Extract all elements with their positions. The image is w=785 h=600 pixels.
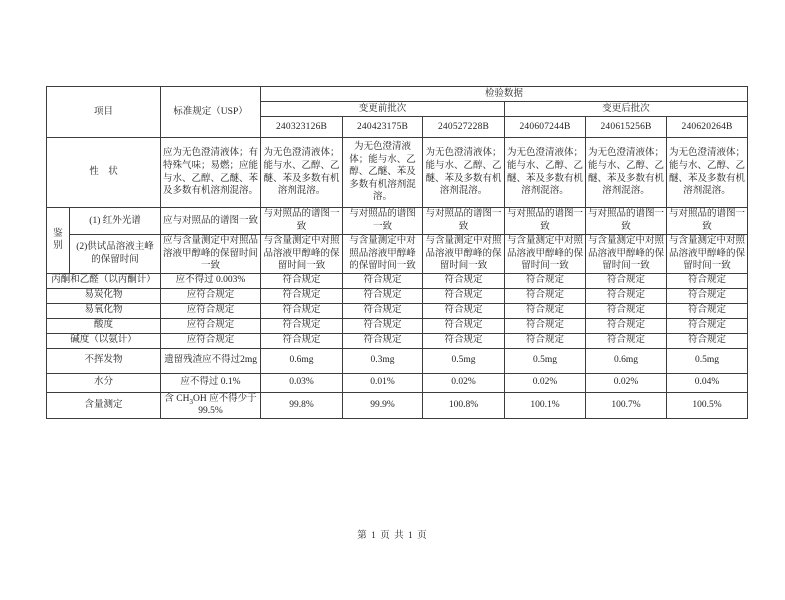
cell-result: 0.02% xyxy=(423,373,505,392)
cell-group-label: 鉴别 xyxy=(47,208,70,274)
table-row xyxy=(47,208,748,235)
cell-result: 为无色澄清液体；能与水、乙醇、乙醚、苯及多数有机溶剂混溶。 xyxy=(667,138,748,208)
table-row xyxy=(47,138,748,208)
column-header-batch: 240607244B xyxy=(505,117,586,138)
cell-result: 符合规定 xyxy=(343,288,423,303)
cell-result: 与含量测定中对照品溶液甲醇峰的保留时间一致 xyxy=(667,235,748,274)
cell-item: 水分 xyxy=(47,373,161,392)
column-header-batch: 240527228B xyxy=(423,117,505,138)
cell-result: 符合规定 xyxy=(423,288,505,303)
cell-result: 符合规定 xyxy=(261,273,343,288)
cell-result: 与含量测定中对照品溶液甲醇峰的保留时间一致 xyxy=(261,235,343,274)
cell-item: 易炭化物 xyxy=(47,288,161,303)
cell-result: 100.5% xyxy=(667,392,748,418)
cell-result: 0.04% xyxy=(667,373,748,392)
cell-result: 0.6mg xyxy=(261,348,343,373)
cell-result: 与对照品的谱图一致 xyxy=(423,208,505,235)
cell-result: 0.01% xyxy=(343,373,423,392)
cell-result: 与对照品的谱图一致 xyxy=(343,208,423,235)
cell-result: 符合规定 xyxy=(505,273,586,288)
cell-result: 0.02% xyxy=(505,373,586,392)
cell-result: 符合规定 xyxy=(261,303,343,318)
cell-result: 与含量测定中对照品溶液甲醇峰的保留时间一致 xyxy=(586,235,667,274)
cell-result: 与含量测定中对照品溶液甲醇峰的保留时间一致 xyxy=(343,235,423,274)
cell-result: 符合规定 xyxy=(423,273,505,288)
cell-result: 与对照品的谱图一致 xyxy=(261,208,343,235)
table-row xyxy=(47,348,748,373)
cell-result: 与对照品的谱图一致 xyxy=(586,208,667,235)
cell-result: 符合规定 xyxy=(343,303,423,318)
column-header-inspection-data: 检验数据 xyxy=(261,87,748,102)
cell-item: 不挥发物 xyxy=(47,348,161,373)
cell-standard: 应与含量测定中对照品溶液甲醇峰的保留时间一致 xyxy=(161,235,261,274)
cell-result: 99.8% xyxy=(261,392,343,418)
table-header-row xyxy=(47,87,748,102)
cell-item: 碱度（以氨计） xyxy=(47,333,161,348)
column-header-standard: 标准规定（USP） xyxy=(161,87,261,138)
cell-result: 100.8% xyxy=(423,392,505,418)
cell-result: 符合规定 xyxy=(261,288,343,303)
cell-standard xyxy=(161,392,261,418)
cell-result: 0.6mg xyxy=(586,348,667,373)
cell-result: 为无色澄清液体；能与水、乙醇、乙醚、苯及多数有机溶剂混溶。 xyxy=(586,138,667,208)
cell-result: 符合规定 xyxy=(586,288,667,303)
cell-standard: 应与对照品的谱图一致 xyxy=(161,208,261,235)
cell-result: 符合规定 xyxy=(505,303,586,318)
cell-standard: 应不得过 0.1% xyxy=(161,373,261,392)
cell-item: 性 状 xyxy=(47,138,161,208)
cell-result: 为无色澄清液体；能与水、乙醇、乙醚、苯及多数有机溶剂混溶。 xyxy=(261,138,343,208)
cell-result: 99.9% xyxy=(343,392,423,418)
cell-result: 0.03% xyxy=(261,373,343,392)
table-row xyxy=(47,303,748,318)
cell-result: 与对照品的谱图一致 xyxy=(667,208,748,235)
cell-result: 100.7% xyxy=(586,392,667,418)
cell-result: 0.5mg xyxy=(505,348,586,373)
column-header-batch: 240620264B xyxy=(667,117,748,138)
table-row xyxy=(47,373,748,392)
table-row xyxy=(47,288,748,303)
column-header-item: 项目 xyxy=(47,87,161,138)
chemical-subscript: 3 xyxy=(189,397,193,406)
standard-text-post: OH 应不得少于 99.5% xyxy=(193,393,257,417)
cell-standard: 遗留残渣应不得过2mg xyxy=(161,348,261,373)
table-row xyxy=(47,333,748,348)
cell-result: 符合规定 xyxy=(505,288,586,303)
cell-result: 符合规定 xyxy=(261,333,343,348)
table-row xyxy=(47,273,748,288)
cell-result: 符合规定 xyxy=(586,303,667,318)
cell-item: 酸度 xyxy=(47,318,161,333)
column-header-batch: 240323126B xyxy=(261,117,343,138)
cell-result: 与含量测定中对照品溶液甲醇峰的保留时间一致 xyxy=(423,235,505,274)
cell-result: 符合规定 xyxy=(667,303,748,318)
cell-result: 0.5mg xyxy=(423,348,505,373)
column-header-before-change: 变更前批次 xyxy=(261,102,505,117)
cell-result: 符合规定 xyxy=(343,318,423,333)
cell-result: 0.02% xyxy=(586,373,667,392)
cell-standard: 应符合规定 xyxy=(161,303,261,318)
cell-result: 为无色澄清液体；能与水、乙醇、乙醚、苯及多数有机溶剂混溶。 xyxy=(343,138,423,208)
cell-standard: 应不得过 0.003% xyxy=(161,273,261,288)
cell-result: 符合规定 xyxy=(667,333,748,348)
cell-result: 符合规定 xyxy=(667,273,748,288)
cell-standard: 应符合规定 xyxy=(161,318,261,333)
page-footer: 第 1 页 共 1 页 xyxy=(357,531,428,541)
cell-result: 符合规定 xyxy=(505,318,586,333)
cell-result: 符合规定 xyxy=(261,318,343,333)
cell-result: 0.3mg xyxy=(343,348,423,373)
table-row xyxy=(47,318,748,333)
column-header-after-change: 变更后批次 xyxy=(505,102,748,117)
cell-result: 与含量测定中对照品溶液甲醇峰的保留时间一致 xyxy=(505,235,586,274)
cell-item: (2)供试品溶液主峰的保留时间 xyxy=(70,235,161,274)
cell-result: 100.1% xyxy=(505,392,586,418)
cell-result: 符合规定 xyxy=(586,333,667,348)
cell-item: 易氧化物 xyxy=(47,303,161,318)
cell-result: 为无色澄清液体；能与水、乙醇、乙醚、苯及多数有机溶剂混溶。 xyxy=(505,138,586,208)
cell-result: 符合规定 xyxy=(505,333,586,348)
cell-result: 符合规定 xyxy=(423,303,505,318)
cell-result: 符合规定 xyxy=(343,273,423,288)
cell-standard: 应符合规定 xyxy=(161,333,261,348)
column-header-batch: 240423175B xyxy=(343,117,423,138)
cell-result: 符合规定 xyxy=(586,318,667,333)
cell-standard: 应为无色澄清液体；有特殊气味；易燃；应能与水、乙醇、乙醚、苯及多数有机溶剂混溶。 xyxy=(161,138,261,208)
cell-item: 含量测定 xyxy=(47,392,161,418)
cell-result: 符合规定 xyxy=(667,288,748,303)
cell-result: 符合规定 xyxy=(343,333,423,348)
cell-item: 丙酮和乙醛（以丙酮计） xyxy=(47,273,161,288)
cell-result: 符合规定 xyxy=(667,318,748,333)
cell-item: (1) 红外光谱 xyxy=(70,208,161,235)
cell-result: 符合规定 xyxy=(423,318,505,333)
cell-result: 与对照品的谱图一致 xyxy=(505,208,586,235)
inspection-data-table xyxy=(46,86,748,419)
cell-standard: 应符合规定 xyxy=(161,288,261,303)
cell-result: 符合规定 xyxy=(423,333,505,348)
column-header-batch: 240615256B xyxy=(586,117,667,138)
table-row xyxy=(47,392,748,418)
standard-text-pre: 含 CH xyxy=(164,393,190,404)
cell-result: 0.5mg xyxy=(667,348,748,373)
cell-result: 符合规定 xyxy=(586,273,667,288)
cell-result: 为无色澄清液体；能与水、乙醇、乙醚、苯及多数有机溶剂混溶。 xyxy=(423,138,505,208)
table-row xyxy=(47,235,748,274)
